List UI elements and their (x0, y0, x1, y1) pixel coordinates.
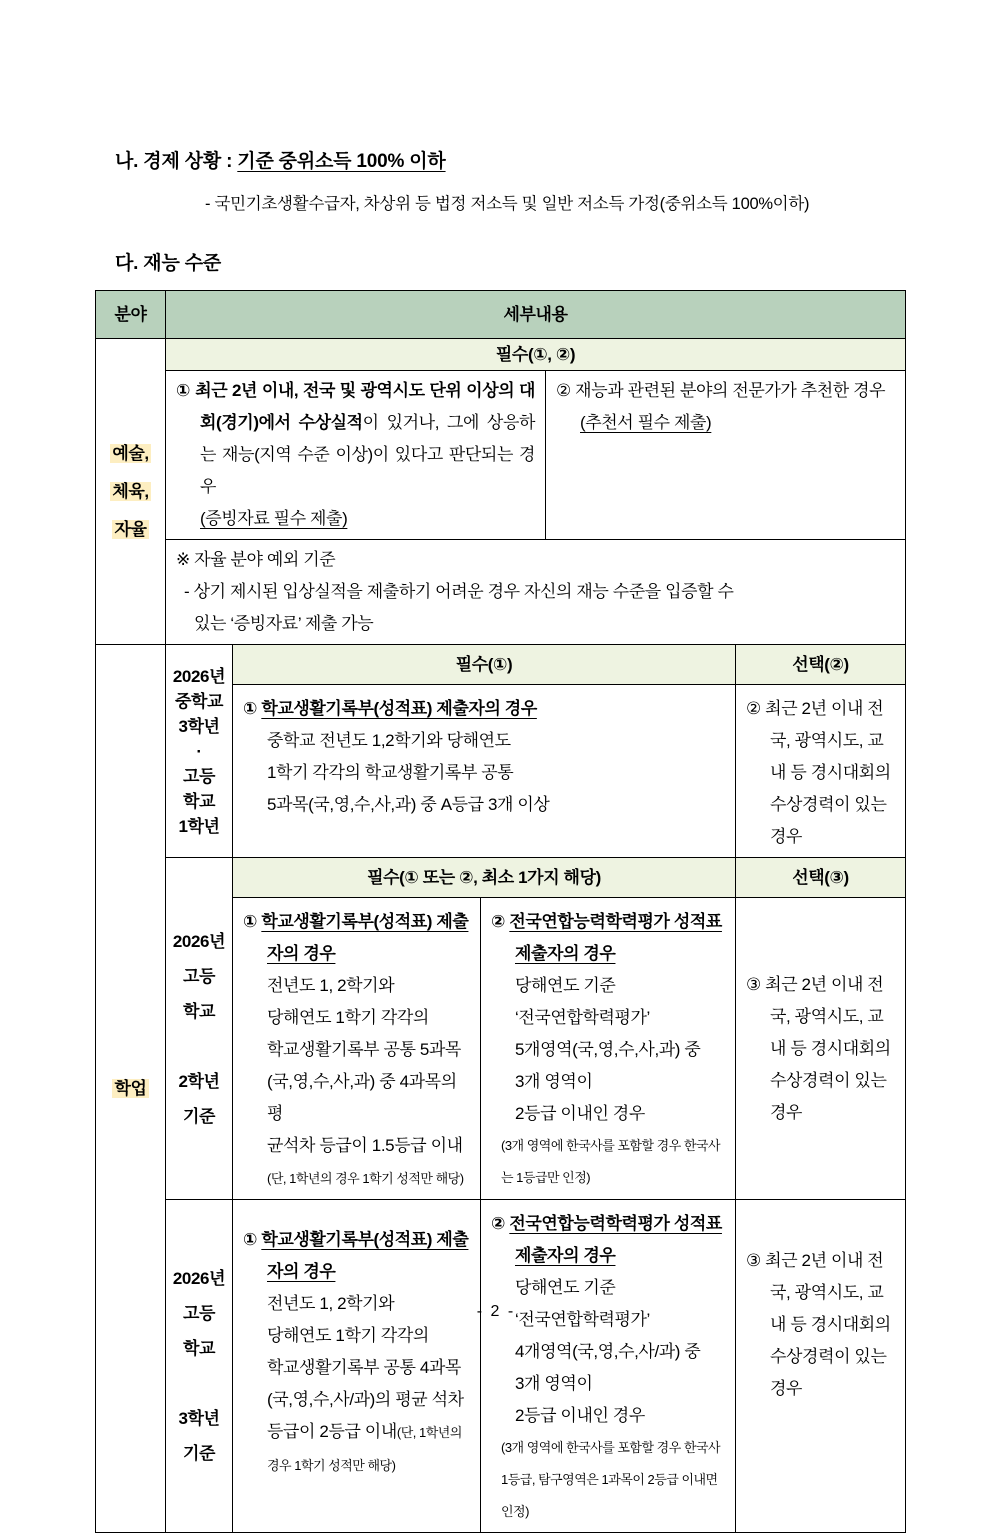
art-required-header: 필수(①, ②) (166, 339, 906, 371)
g2-criterion-1: ① 학교생활기록부(성적표) 제출자의 경우 전년도 1, 2학기와 당해연도 1학기 각각의 학교생활기록부 공통 5과목 (국,영,수,사,과) 중 4과목의 평 균석차 등급이 1.5등급 이내(단, 1학년의 경우 1학기 성적만 해당) (233, 898, 481, 1200)
fine-print: (3개 영역에 한국사를 포함할 경우 한국사는 1등급만 인정) (501, 1138, 721, 1185)
required-attachment-note: (추천서 필수 제출) (580, 413, 712, 432)
criterion-number: ② (491, 1214, 505, 1233)
g2-required-header: 필수(① 또는 ②, 최소 1가지 해당) (233, 858, 736, 898)
header-detail: 세부내용 (166, 291, 906, 339)
g2-criterion-3 (736, 898, 906, 1200)
g3-criterion-3-text: ③ 최근 2년 이내 전국, 광역시도, 교내 등 경시대회의 수상경력이 있는 경우 (746, 1251, 891, 1398)
page-number: - 2 - (476, 1303, 516, 1320)
g3-criterion-1: ① 학교생활기록부(성적표) 제출자의 경우 전년도 1, 2학기와 당해연도 1학기 각각의 학교생활기록부 공통 4과목 (국,영,수,사/과)의 평균 석차 등급이 2등급 이내(단, 1학년의 경우 1학기 성적만 해당) (233, 1200, 481, 1533)
criterion-number: ① (243, 912, 257, 931)
art-criterion-1-text: ① 최근 2년 이내, 전국 및 광역시도 단위 이상의 대회(경기)에서 수상실적이 있거나, 그에 상응하는 재능(지역 수준 이상)이 있다고 판단되는 경우 (증빙자료 필수 제출) (176, 375, 535, 535)
g1-criterion-2 (736, 685, 906, 858)
g1-criterion-1: ① 학교생활기록부(성적표) 제출자의 경우 중학교 전년도 1,2학기와 당해연도 1학기 각각의 학교생활기록부 공통 5과목(국,영,수,사,과) 중 A등급 3개 이상 (233, 685, 736, 858)
fine-print: (3개 영역에 한국사를 포함할 경우 한국사 1등급, 탐구영역은 1과목이 2등급 이내면 인정) (501, 1440, 721, 1519)
criterion-number: ② (491, 912, 505, 931)
academic-row-label: 학업 (96, 645, 166, 1533)
g3-criterion-3 (736, 1200, 906, 1533)
fine-print: (단, 1학년의 경우 1학기 성적만 해당) (267, 1425, 462, 1473)
criterion-number: ③ (746, 1251, 761, 1270)
heading-economic-status (115, 146, 446, 173)
heading-economic-criterion: 기준 중위소득 100% 이하 (237, 151, 446, 172)
exception-note-line: 있는 ‘증빙자료’ 제출 가능 (194, 614, 374, 633)
g3-year-label: 2026년 고등 학교 3학년 기준 (166, 1200, 233, 1533)
heading-economic-prefix: 나. 경제 상황 : (115, 151, 238, 172)
criterion-number: ② (746, 699, 761, 718)
criterion-number: ③ (746, 974, 761, 994)
criterion-number: ① (176, 381, 191, 400)
art-criterion-2-text: ② 재능과 관련된 분야의 전문가가 추천한 경우 (추천서 필수 제출) (556, 375, 895, 439)
heading-talent-level: 다. 재능 수준 (115, 253, 222, 274)
art-label-line: 예술, (112, 443, 149, 463)
criterion-number: ② (556, 381, 571, 400)
fine-print: (단, 1학년의 경우 1학기 성적만 해당) (267, 1171, 464, 1186)
art-row-label (96, 339, 166, 645)
g3-criterion-2: ② 전국연합능력학력평가 성적표 제출자의 경우 당해연도 기준 ‘전국연합학력평가’ 4개영역(국,영,수,사/과) 중 3개 영역이 2등급 이내인 경우 (3개 영역에 한국사를 포함할 경우 한국사 1등급, 탐구영역은 1과목이 2등급 이내면 인정) (481, 1200, 736, 1533)
required-attachment-note: (증빙자료 필수 제출) (200, 509, 348, 528)
criterion-number: ① (243, 699, 257, 718)
g1-optional-header: 선택(②) (736, 645, 906, 685)
heading-economic-note: - 국민기초생활수급자, 차상위 등 법정 저소득 및 일반 저소득 가정(중위소득 100%이하) (205, 195, 810, 213)
header-field: 분야 (96, 291, 166, 339)
g1-required-header: 필수(①) (233, 645, 736, 685)
art-criterion-1 (166, 371, 546, 540)
exception-note-line: - 상기 제시된 입상실적을 제출하기 어려운 경우 자신의 재능 수준을 입증할 수 (184, 582, 734, 601)
art-exception-note (166, 540, 906, 645)
g2-criterion-3-text: ③ 최근 2년 이내 전국, 광역시도, 교내 등 경시대회의 수상경력이 있는 경우 (746, 974, 891, 1122)
g1-criterion-2-text: ② 최근 2년 이내 전국, 광역시도, 교내 등 경시대회의 수상경력이 있는 경우 (746, 699, 891, 846)
g2-criterion-2: ② 전국연합능력학력평가 성적표 제출자의 경우 당해연도 기준 ‘전국연합학력평가’ 5개영역(국,영,수,사,과) 중 3개 영역이 2등급 이내인 경우 (3개 영역에 한국사를 포함할 경우 한국사는 1등급만 인정) (481, 898, 736, 1200)
art-criterion-2 (546, 371, 906, 540)
art-label-line: 체육, (112, 481, 149, 501)
g1-year-label: 2026년 중학교 3학년 · 고등 학교 1학년 (166, 645, 233, 858)
criterion-number: ① (243, 1230, 257, 1249)
art-label-line: 자율 (114, 519, 147, 539)
talent-criteria-table (95, 290, 906, 1533)
exception-note-title: ※ 자율 분야 예외 기준 (176, 550, 336, 569)
g2-year-label: 2026년 고등 학교 2학년 기준 (166, 858, 233, 1200)
g2-optional-header: 선택(③) (736, 858, 906, 898)
